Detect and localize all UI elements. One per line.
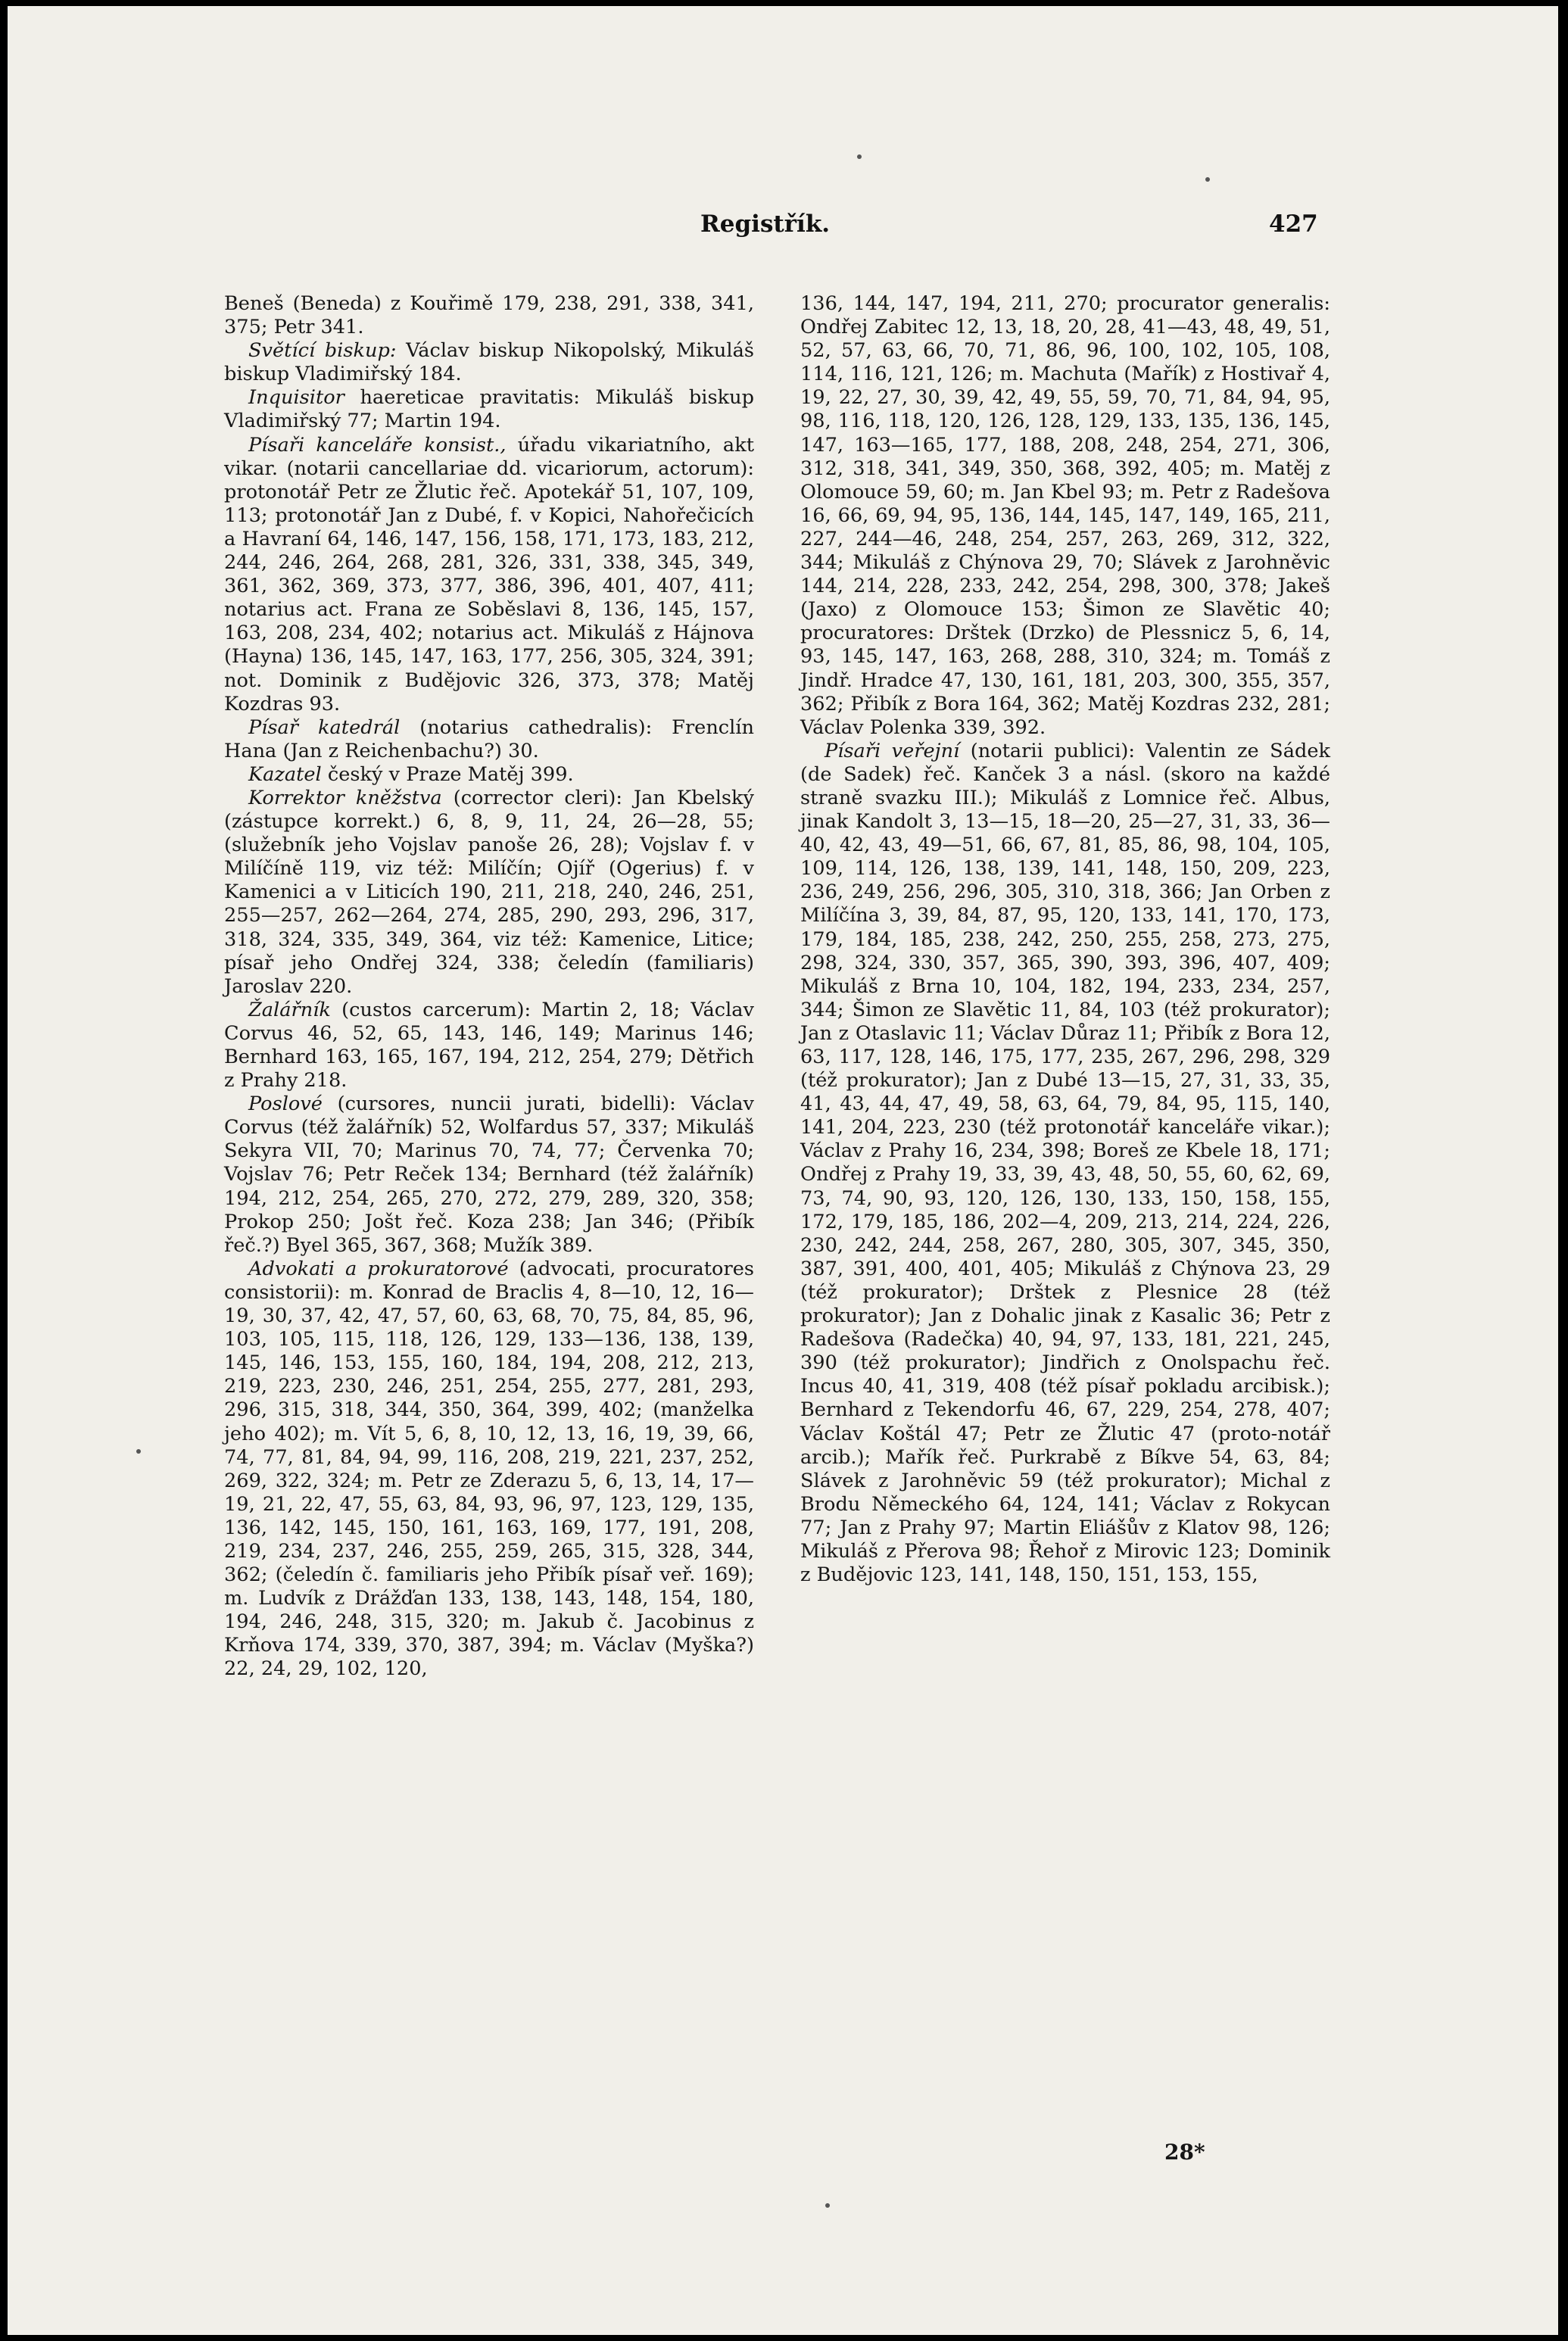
index-entry bbox=[800, 740, 1330, 1587]
entry-heading: Žalářník bbox=[248, 998, 331, 1021]
left-column bbox=[224, 292, 754, 1682]
entry-text: (corrector cleri): Jan Kbelský (zástupce korrekt.) 6, 8, 9, 11, 24, 26—28, 55; (služebník jeho Vojslav panoše 26, 28); Vojslav f. v Milíčíně 119, viz též: Milíčín; Ojíř (Ogerius) f. v Kamenici a v Liticích 190, 211, 218, 240, 246, 251, 255—257, 262—264, 274, 285, 290, 293, 296, 317, 318, 324, 335, 349, 364, viz též: Kamenice, Litice; písař jeho Ondřej 324, 338; čeledín (familiaris) Jaroslav 220. bbox=[224, 786, 754, 998]
entry-heading: Advokati a prokuratorové bbox=[248, 1257, 509, 1280]
entry-text: (notarii publici): Valentin ze Sádek (de Sadek) řeč. Kanček 3 a násl. (skoro na každé straně svazku III.); Mikuláš z Lomnice řeč. Albus, jinak Kandolt 3, 13—15, 18—20, 25—27, 31, 33, 36—40, 42, 43, 49—51, 66, 67, 81, 85, 86, 98, 104, 105, 109, 114, 126, 138, 139, 141, 148, 150, 209, 223, 236, 249, 256, 296, 305, 310, 318, 366; Jan Orben z Milíčína 3, 39, 84, 87, 95, 120, 133, 141, 170, 173, 179, 184, 185, 238, 242, 250, 255, 258, 273, 275, 298, 324, 330, 357, 365, 390, 393, 396, 407, 409; Mikuláš z Brna 10, 104, 182, 194, 233, 234, 257, 344; Šimon ze Slavětic 11, 84, 103 (též prokurator); Jan z Otaslavic 11; Václav Důraz 11; Přibík z Bora 12, 63, 117, 128, 146, 175, 177, 235, 267, 296, 298, 329 (též prokurator); Jan z Dubé 13—15, 27, 31, 33, 35, 41, 43, 44, 47, 49, 58, 63, 64, 79, 84, 95, 115, 140, 141, 204, 223, 230 (též protonotář kanceláře vikar.); Václav z Prahy 16, 234, 398; Boreš ze Kbele 18, 171; Ondřej z Prahy 19, 33, 39, 43, 48, 50, 55, 60, 62, 69, 73, 74, 90, 93, 120, 126, 130, 133, 150, 158, 155, 172, 179, 185, 186, 202—4, 209, 213, 214, 224, 226, 230, 242, 244, 258, 267, 280, 305, 307, 345, 350, 387, 391, 400, 401, 405; Mikuláš z Chýnova 23, 29 (též prokurator); Drštek z Plesnice 28 (též prokurator); Jan z Dohalic jinak z Kasalic 36; Petr z Radešova (Radečka) 40, 94, 97, 133, 181, 221, 245, 390 (též prokurator); Jindřich z Onolspachu řeč. Incus 40, 41, 319, 408 (též písař pokladu arcibisk.); Bernhard z Tekendorfu 46, 67, 229, 254, 278, 407; Václav Koštál 47; Petr ze Žlutic 47 (proto-notář arcib.); Mařík řeč. Purkrabě z Bíkve 54, 63, 84; Slávek z Jarohněvic 59 (též prokurator); Michal z Brodu Německého 64, 124, 141; Václav z Rokycan 77; Jan z Prahy 97; Martin Eliášův z Klatov 98, 126; Mikuláš z Přerova 98; Řehoř z Mirovic 123; Dominik z Budějovic 123, 141, 148, 150, 151, 153, 155, bbox=[800, 739, 1330, 1587]
entry-text: (notarius cathedralis): Frenclín Hana (Jan z Reichenbachu?) 30. bbox=[224, 715, 754, 762]
index-entry bbox=[224, 763, 754, 787]
entry-text: (cursores, nuncii jurati, bidelli): Václav Corvus (též žalářník) 52, Wolfardus 57, 337; Mikuláš Sekyra VII, 70; Marinus 70, 74, 77; Červenka 70; Vojslav 76; Petr Reček 134; Bernhard (též žalářník) 194, 212, 254, 265, 270, 272, 279, 289, 320, 358; Prokop 250; Jošt řeč. Koza 238; Jan 346; (Přibík řeč.?) Byel 365, 367, 368; Mužík 389. bbox=[224, 1093, 754, 1257]
index-entry bbox=[224, 999, 754, 1093]
index-entry bbox=[224, 386, 754, 433]
index-entry bbox=[224, 1258, 754, 1682]
entry-heading: Světící biskup: bbox=[248, 339, 397, 363]
entry-text: úřadu vikariatního, akt vikar. (notarii cancellariae dd. vicariorum, actorum): protonotář Petr ze Žlutic řeč. Apotekář 51, 107, 109, 113; protonotář Jan z Dubé, f. v Kopici, Nahořečicích a Havraní 64, 146, 147, 156, 158, 171, 173, 183, 212, 244, 246, 264, 268, 281, 326, 331, 338, 345, 349, 361, 362, 369, 373, 377, 386, 396, 401, 407, 411; notarius act. Frana ze Soběslavi 8, 136, 145, 157, 163, 208, 234, 402; notarius act. Mikuláš z Hájnova (Hayna) 136, 145, 147, 163, 177, 256, 305, 324, 391; not. Dominik z Budějovic 326, 373, 378; Matěj Kozdras 93. bbox=[224, 433, 754, 715]
entry-text: 136, 144, 147, 194, 211, 270; procurator generalis: Ondřej Zabitec 12, 13, 18, 20, 28, 41—43, 48, 49, 51, 52, 57, 63, 66, 70, 71, 86, 96, 100, 102, 105, 108, 114, 116, 121, 126; m. Machuta (Mařík) z Hostivař 4, 19, 22, 27, 30, 39, 42, 49, 55, 59, 70, 71, 84, 94, 95, 98, 116, 118, 120, 126, 128, 129, 133, 135, 136, 145, 147, 163—165, 177, 188, 208, 248, 254, 271, 306, 312, 318, 341, 349, 350, 368, 392, 405; m. Matěj z Olomouce 59, 60; m. Jan Kbel 93; m. Petr z Radešova 16, 66, 69, 94, 95, 136, 144, 145, 147, 149, 165, 211, 227, 244—46, 248, 254, 257, 263, 269, 312, 322, 344; Mikuláš z Chýnova 29, 70; Slávek z Jarohněvic 144, 214, 228, 233, 242, 254, 298, 300, 378; Jakeš (Jaxo) z Olomouce 153; Šimon ze Slavětic 40; procuratores: Drštek (Drzko) de Plessnicz 5, 6, 14, 93, 145, 147, 163, 268, 288, 310, 324; m. Tomáš z Jindř. Hradce 47, 130, 161, 181, 203, 300, 355, 357, 362; Přibík z Bora 164, 362; Matěj Kozdras 232, 281; Václav Polenka 339, 392. bbox=[800, 292, 1330, 739]
print-speck bbox=[1205, 177, 1210, 182]
entry-text: Beneš (Beneda) z Kouřimě 179, 238, 291, 338, 341, 375; Petr 341. bbox=[224, 292, 754, 339]
entry-text: Václav biskup Nikopolský, Mikuláš biskup Vladimiřský 184. bbox=[224, 339, 754, 386]
print-speck bbox=[857, 154, 862, 159]
print-speck bbox=[136, 1449, 141, 1454]
index-entry bbox=[224, 787, 754, 999]
entry-heading: Poslové bbox=[248, 1093, 323, 1116]
running-head: Registřík. bbox=[700, 210, 831, 238]
entry-heading: Kazatel bbox=[248, 762, 322, 786]
index-entry bbox=[800, 292, 1330, 740]
entry-text: haereticae pravitatis: Mikuláš biskup Vladimiřský 77; Martin 194. bbox=[224, 386, 754, 433]
entry-heading: Písaři veřejní bbox=[825, 739, 960, 762]
index-entry bbox=[224, 292, 754, 339]
entry-text: český v Praze Matěj 399. bbox=[327, 762, 574, 786]
index-entry bbox=[224, 1093, 754, 1258]
entry-heading: Inquisitor bbox=[248, 386, 344, 410]
index-entry bbox=[224, 716, 754, 763]
entry-text: (advocati, procuratores consistorii): m. Konrad de Braclis 4, 8—10, 12, 16—19, 30, 37, 42, 47, 57, 60, 63, 68, 70, 75, 84, 85, 96, 103, 105, 115, 118, 126, 129, 133—136, 138, 139, 145, 146, 153, 155, 160, 184, 194, 208, 212, 213, 219, 223, 230, 246, 251, 254, 255, 277, 281, 293, 296, 315, 318, 344, 350, 364, 399, 402; (manželka jeho 402); m. Vít 5, 6, 8, 10, 12, 13, 16, 19, 39, 66, 74, 77, 81, 84, 94, 99, 116, 208, 219, 221, 237, 252, 269, 322, 324; m. Petr ze Zderazu 5, 6, 13, 14, 17—19, 21, 22, 47, 55, 63, 84, 93, 96, 97, 123, 129, 135, 136, 142, 145, 150, 161, 163, 169, 177, 191, 208, 219, 234, 237, 246, 255, 259, 265, 315, 328, 344, 362; (čeledín č. familiaris jeho Přibík písař veř. 169); m. Ludvík z Drážďan 133, 138, 143, 148, 154, 180, 194, 246, 248, 315, 320; m. Jakub č. Jacobinus z Krňova 174, 339, 370, 387, 394; m. Václav (Myška?) 22, 24, 29, 102, 120, bbox=[224, 1257, 754, 1681]
print-speck bbox=[825, 2203, 830, 2208]
index-entry bbox=[224, 339, 754, 386]
entry-heading: Korrektor kněžstva bbox=[248, 786, 442, 809]
index-entry bbox=[224, 434, 754, 716]
signature-mark: 28* bbox=[1164, 2140, 1205, 2165]
entry-heading: Písaři kanceláře konsist., bbox=[248, 433, 507, 457]
entry-text: (custos carcerum): Martin 2, 18; Václav Corvus 46, 52, 65, 143, 146, 149; Marinus 146; Bernhard 163, 165, 167, 194, 212, 254, 279; Dětřich z Prahy 218. bbox=[224, 998, 754, 1093]
page-number: 427 bbox=[1269, 210, 1318, 238]
entry-heading: Písař katedrál bbox=[248, 715, 401, 739]
book-page bbox=[8, 6, 1558, 2335]
right-column bbox=[800, 292, 1330, 1587]
